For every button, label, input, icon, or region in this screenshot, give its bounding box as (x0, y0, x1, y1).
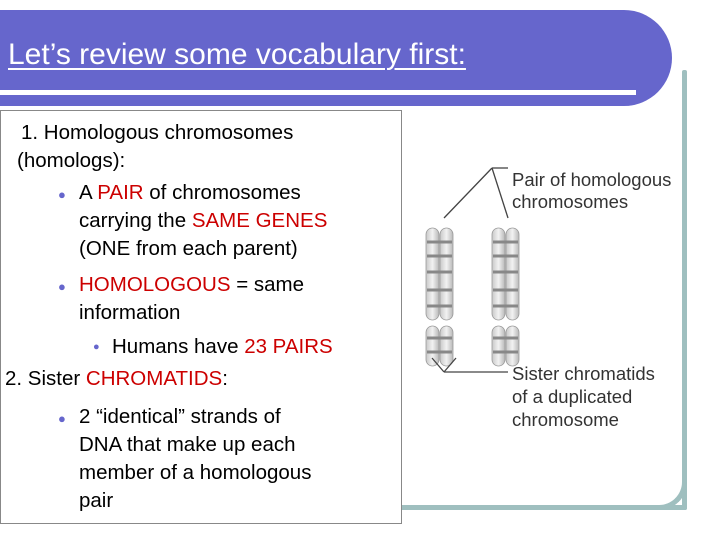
title-rule (0, 90, 636, 95)
item-2-colon: : (222, 367, 228, 390)
bullet-icon: ● (58, 187, 66, 202)
bullet-1-line-1 (79, 181, 301, 205)
figure-label-bottom-3: chromosome (512, 409, 619, 430)
pointer-line-top-right (492, 168, 508, 218)
pointer-line-top-left (444, 168, 492, 218)
bullet-4-line-4: pair (79, 489, 114, 512)
frame-line-bottom (400, 505, 687, 510)
item-1-text: 1. Homologous chromosomes (21, 121, 294, 144)
bullet-2-line-1 (79, 273, 304, 297)
figure-label-top-1: Pair of homologous (512, 169, 672, 190)
bullet-1-highlight: PAIR (97, 181, 144, 204)
slide-title: Let’s review some vocabulary first: (8, 38, 466, 71)
figure-label-top-2: chromosomes (512, 191, 629, 212)
sub-bullet-line (112, 335, 333, 359)
figure-label-bottom-2: of a duplicated (512, 386, 633, 407)
chromosome-left (426, 228, 453, 366)
bullet-1-text-2: carrying the (79, 209, 192, 232)
chromosome-figure (404, 150, 696, 450)
item-2-highlight: CHROMATIDS (85, 367, 223, 390)
sub-bullet-text: Humans have (112, 335, 245, 358)
bullet-2-highlight: HOMOLOGOUS (79, 273, 231, 296)
bullet-icon: ● (58, 279, 66, 294)
chromosome-diagram (404, 150, 696, 450)
chromosome-right (492, 228, 519, 366)
bullet-1-text-end: of chromosomes (143, 181, 301, 204)
bullet-2-text: = same (230, 273, 304, 296)
bullet-1-highlight-2: SAME GENES (191, 209, 328, 232)
bullet-1-line-2 (79, 209, 327, 233)
item-1-heading (21, 121, 293, 145)
bullet-4-line-2: DNA that make up each (79, 433, 296, 456)
item-2-text: 2. Sister (5, 367, 86, 390)
bullet-icon: ● (58, 411, 66, 426)
bullet-4-line-1: 2 “identical” strands of (79, 405, 281, 428)
bullet-2-line-2: information (79, 301, 181, 324)
bullet-1-text: A (79, 181, 98, 204)
item-1-text-cont: (homologs): (17, 149, 126, 172)
item-2-heading (5, 367, 228, 391)
sub-bullet-icon: ● (93, 341, 100, 353)
bullet-4-line-3: member of a homologous (79, 461, 312, 484)
sub-bullet-highlight: 23 PAIRS (244, 335, 333, 358)
bullet-1-line-3: (ONE from each parent) (79, 237, 298, 260)
item-1-heading-cont (17, 149, 125, 173)
content-text-box (0, 110, 402, 524)
figure-label-bottom-1: Sister chromatids (512, 363, 655, 384)
